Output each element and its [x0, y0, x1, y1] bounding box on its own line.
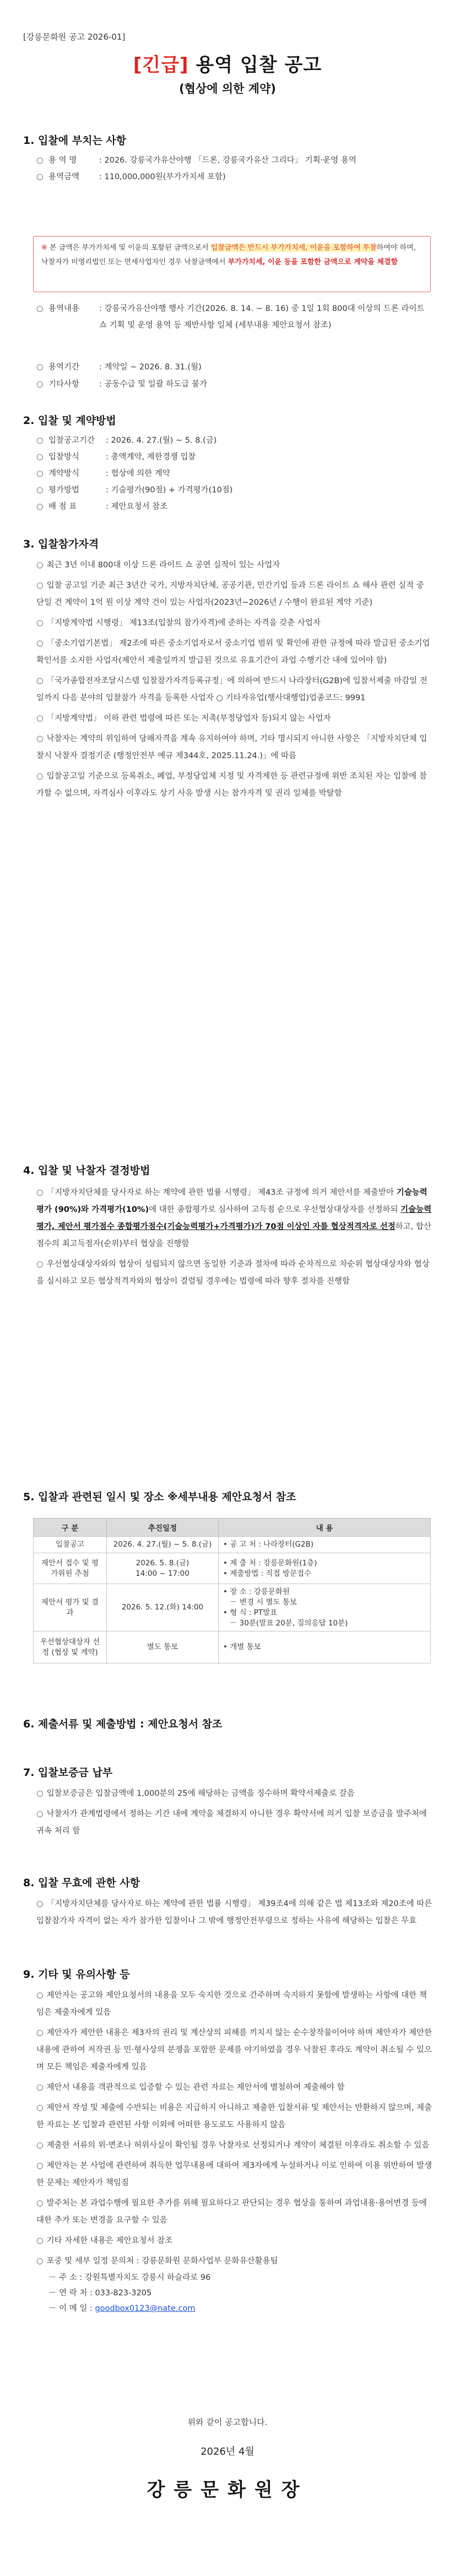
s3-qualifications: ○ 최근 3년 이내 800대 이상 드론 라이트 쇼 공연 실적이 있는 사업자 ○ 입찰 공고일 기준 최근 3년간 국가, 지방자치단체, 공공기관, 민간기업 등과 드론 라이트 쇼 해사 관련 실적 중 단일 건 계약이 1억 원 이상 계약 건이 있는 사업자(2023년~2026년 / 수행이 완료된 계약 기준) ○ 「지방계약법 시행령」 제13조(입찰의 참가자격)에 준하는 자격을 갖춘 사업자 ○ 「중소기업기본법」 제2조에 따른 중소기업자로서 중소기업 범위 및 확인에 관한 규정에 따라 발급된 중소기업 확인서를 소지한 사업자(제안서 제출일까지 발급된 것으로 유효기간이 과업 수행기간 내에 있어야 함) ○ 「국가종합전자조달시스템 입찰참가자격등록규정」에 의하여 반드시 나라장터(G2B)에 입찰서제출 마감일 전일까지 다음 분야의 입찰참가 자격을 등록한 사업자 ○ 기타자유업(행사대행업)업종코드: 9991 ○ 「지방계약법」 이하 관련 법령에 따른 또는 저촉(부정당업자 등)되지 않는 사업자 ○ 낙찰자는 계약의 위임하여 당해자격을 계속 유지하여야 하며, 기타 명시되지 아니한 사항은 「지방자치단체 입찰시 낙찰자 결정기준 (행정안전부 예규 제344호, 2025.11.24.)」에 따름 ○ 입찰공고일 기준으로 등록취소, 폐업, 부정당업체 지정 및 자격제한 등 관련규정에 위반 조치된 자는 입찰에 참가할 수 없으며, 자격심사 이후라도 상기 사유 발생 시는 참가자격 및 권리 일체를 박탈함	[36, 561, 430, 798]
s2-row-evaluation: ○ 평가방법 : 기술평가(90점) + 가격평가(10점)	[36, 486, 233, 495]
title-text: 용역 입찰 공고	[196, 54, 322, 76]
th-division: 구 분	[34, 1518, 107, 1537]
table-row: 제안서 접수 및 평가위원 추첨 2026. 5. 8.(금) 14:00 ~ 17:00 • 제 출 처 : 강릉문화원(1층) • 제출방법 : 직접 방문접수	[34, 1553, 431, 1584]
announcement-number: [강릉문화원 공고 2026-01]	[23, 32, 126, 42]
s9-notes: ○ 제안자는 공고와 제안요청서의 내용을 모두 숙지한 것으로 간주하며 숙지하지 못함에 발생하는 사항에 대한 책임은 제출자에게 있음 ○ 제안자가 제안한 내용은 제3자의 권리 및 계산상의 피해를 끼치지 않는 순수창작물이어야 하며 제안자가 제안한 내용에 관하여 저작권 등 민·형사상의 분쟁을 포함한 문제를 야기하였을 경우 낙찰된 후라도 계약이 취소될 수 있으며 모든 책임은 제출자에게 있음 ○ 제안서 내용을 객관적으로 입증할 수 있는 관련 자료는 제안서에 별첨하여 제출해야 함 ○ 제안서 작성 및 제출에 수반되는 비용은 지급하지 아니하고 제출한 입찰서류 및 제안서는 반환하지 않으며, 제출한 자료는 본 입찰과 관련된 사항 이외에 어떠한 용도로도 사용하지 않음 ○ 제출한 서류의 위·변조나 허위사실이 확인될 경우 낙찰자로 선정되거나 계약이 체결된 이후라도 취소할 수 있음 ○ 제안자는 본 사업에 관련하여 취득한 업무내용에 대하여 제3자에게 누설하거나 이로 인하여 이용 위반하여 발생한 문제는 제안자가 책임짐 ○ 발주처는 본 과업수행에 필요한 추가를 위해 필요하다고 판단되는 경우 협상을 통하여 과업내용·용어변경 등에 대한 추가 또는 변경을 요구할 수 있음 ○ 기타 자세한 내용은 제안요청서 참조 ○ 포중 및 세부 일정 문의처 : 강릉문화원 문화사업부 문화유산활용팀 － 주 소 : 강원특별자치도 강릉시 하슬라로 96 － 연 락 처 : 033-823-3205 － 이 메 일 : goodbox0123@nate.com	[36, 1991, 432, 2313]
schedule-table	[33, 1518, 431, 1663]
s2-row-contract-method: ○ 계약방식 : 협상에 의한 계약	[36, 469, 170, 478]
th-content: 내 용	[219, 1518, 431, 1537]
s1-row-other: ○ 기타사항 : 공동수급 및 일괄 하도급 불가	[36, 380, 208, 389]
s2-row-bid-method: ○ 입찰방식 : 총액계약, 제한경쟁 입찰	[36, 453, 196, 461]
s1-row-service-period: ○ 용역기간 : 계약일 ~ 2026. 8. 31.(월)	[36, 363, 202, 372]
section-5-heading: 5. 입찰과 관련된 일시 및 장소 ※세부내용 제안요청서 참조	[23, 1491, 296, 1503]
signature-date: 2026년 4월	[201, 2446, 254, 2457]
section-1-heading: 1. 입찰에 부치는 사항	[23, 135, 127, 147]
th-schedule: 추진일정	[107, 1518, 219, 1537]
table-header-row	[34, 1518, 431, 1537]
closing-statement: 위와 같이 공고합니다.	[187, 2417, 268, 2427]
s8-invalid-bids: ○ 「지방자치단체를 당사자로 하는 계약에 관한 법률 시행령」 제39조4에 의해 같은 법 제13조와 제20조에 따른 입찰참가자 자격이 없는 자가 참가한 입찰이나 그 밖에 행정안전부령으로 정하는 사유에 해당하는 입찰은 무효	[36, 1899, 432, 1925]
page-title	[0, 50, 455, 77]
urgent-tag: [긴급]	[133, 54, 189, 76]
table-row: 입찰공고 2026. 4. 27.(월) ~ 5. 8.(금) • 공 고 처 : 나라장터(G2B)	[34, 1537, 431, 1553]
vat-notice-box: ※ 본 금액은 부가가치세 및 이윤의 포함된 금액으로서 입찰금액은 반드시 부가가치세, 이윤을 포함하여 투찰하여야 하며, 낙찰자가 비영리법인 또는 면세사업자인 경우 낙찰금액에서 부가가치세, 이윤 등을 포함한 금액으로 계약을 체결함	[33, 236, 431, 292]
section-6-heading: 6. 제출서류 및 제출방법 : 제안요청서 참조	[23, 1718, 223, 1730]
s4-decision-method: ○ 「지방자치단체를 당사자로 하는 계약에 관한 법률 시행령」 제43조 규정에 의거 제안서를 제출받아 기술능력평가 (90%)와 가격평가(10%)에 대한 종합평가로 심사하여 고득점 순으로 우선협상대상자를 선정하되 기술능력 평가, 제안서 평가점수 종합평가점수(기술능력평가+가격평가)가 70점 이상인 자를 협상적격자로 선정하고, 합산점수의 최고득점자(순위)부터 협상을 진행함 ○ 우선협상대상자와의 협상이 성립되지 않으면 동일한 기준과 절차에 따라 순차적으로 차순위 협상대상자와 협상을 실시하고 모든 협상적격자와의 협상이 결렬될 경우에는 법령에 따라 향후 절차를 진행함	[36, 1188, 432, 1286]
page-subtitle: (협상에 의한 계약)	[179, 82, 276, 95]
s2-row-period: ○ 입찰공고기간 : 2026. 4. 27.(월) ~ 5. 8.(금)	[36, 436, 217, 445]
section-8-heading: 8. 입찰 무효에 관한 사항	[23, 1877, 140, 1889]
s1-row-service-content: ○ 용역내용 : 강릉국가유산야행 행사 기간(2026. 8. 14. ~ 8. 16) 중 1일 1회 800대 이상의 드론 라이트 쇼 기획 및 운영 용역 등 제반사항 일체 (세부내용 제안요청서 참조)	[36, 304, 425, 330]
table-row: 우선협상대상자 선정 (협상 및 계약) 별도 통보 • 개별 통보	[34, 1632, 431, 1663]
section-2-heading: 2. 입찰 및 계약방법	[23, 415, 116, 427]
s7-deposit: ○ 입찰보증금은 입찰금액에 1,000분의 25에 해당하는 금액을 징수하며 확약서제출로 갈음 ○ 낙찰자가 관계법령에서 정하는 기간 내에 계약을 체결하지 아니한 경우 확약서에 의거 입찰 보증금을 발주처에 귀속 처리 함	[36, 1789, 427, 1836]
section-4-heading: 4. 입찰 및 낙찰자 결정방법	[23, 1164, 150, 1177]
table-row: 제안서 평가 및 결과 2026. 5. 12.(화) 14:00 • 장 소 : 강릉문화원 － 변경 시 별도 통보 • 형 식 : PT발표 － 30분(발표 20분, 질의응답 10분)	[34, 1584, 431, 1632]
email-link[interactable]: goodbox0123@nate.com	[95, 2304, 196, 2313]
s1-row-service-name: ○ 용 역 명 : 2026. 강릉국가유산야행 「드론, 강릉국가유산 그리다」 기획·운영 용역	[36, 156, 357, 165]
section-7-heading: 7. 입찰보증금 납부	[23, 1767, 113, 1779]
s1-row-service-amount: ○ 용역금액 : 110,000,000원(부가가치세 포함)	[36, 173, 226, 181]
signature-organization: 강릉문화원장	[147, 2479, 308, 2501]
section-3-heading: 3. 입찰참가자격	[23, 538, 99, 550]
section-9-heading: 9. 기타 및 유의사항 등	[23, 1968, 130, 1981]
s2-row-score-table: ○ 배 점 표 : 제안요청서 참조	[36, 502, 168, 511]
